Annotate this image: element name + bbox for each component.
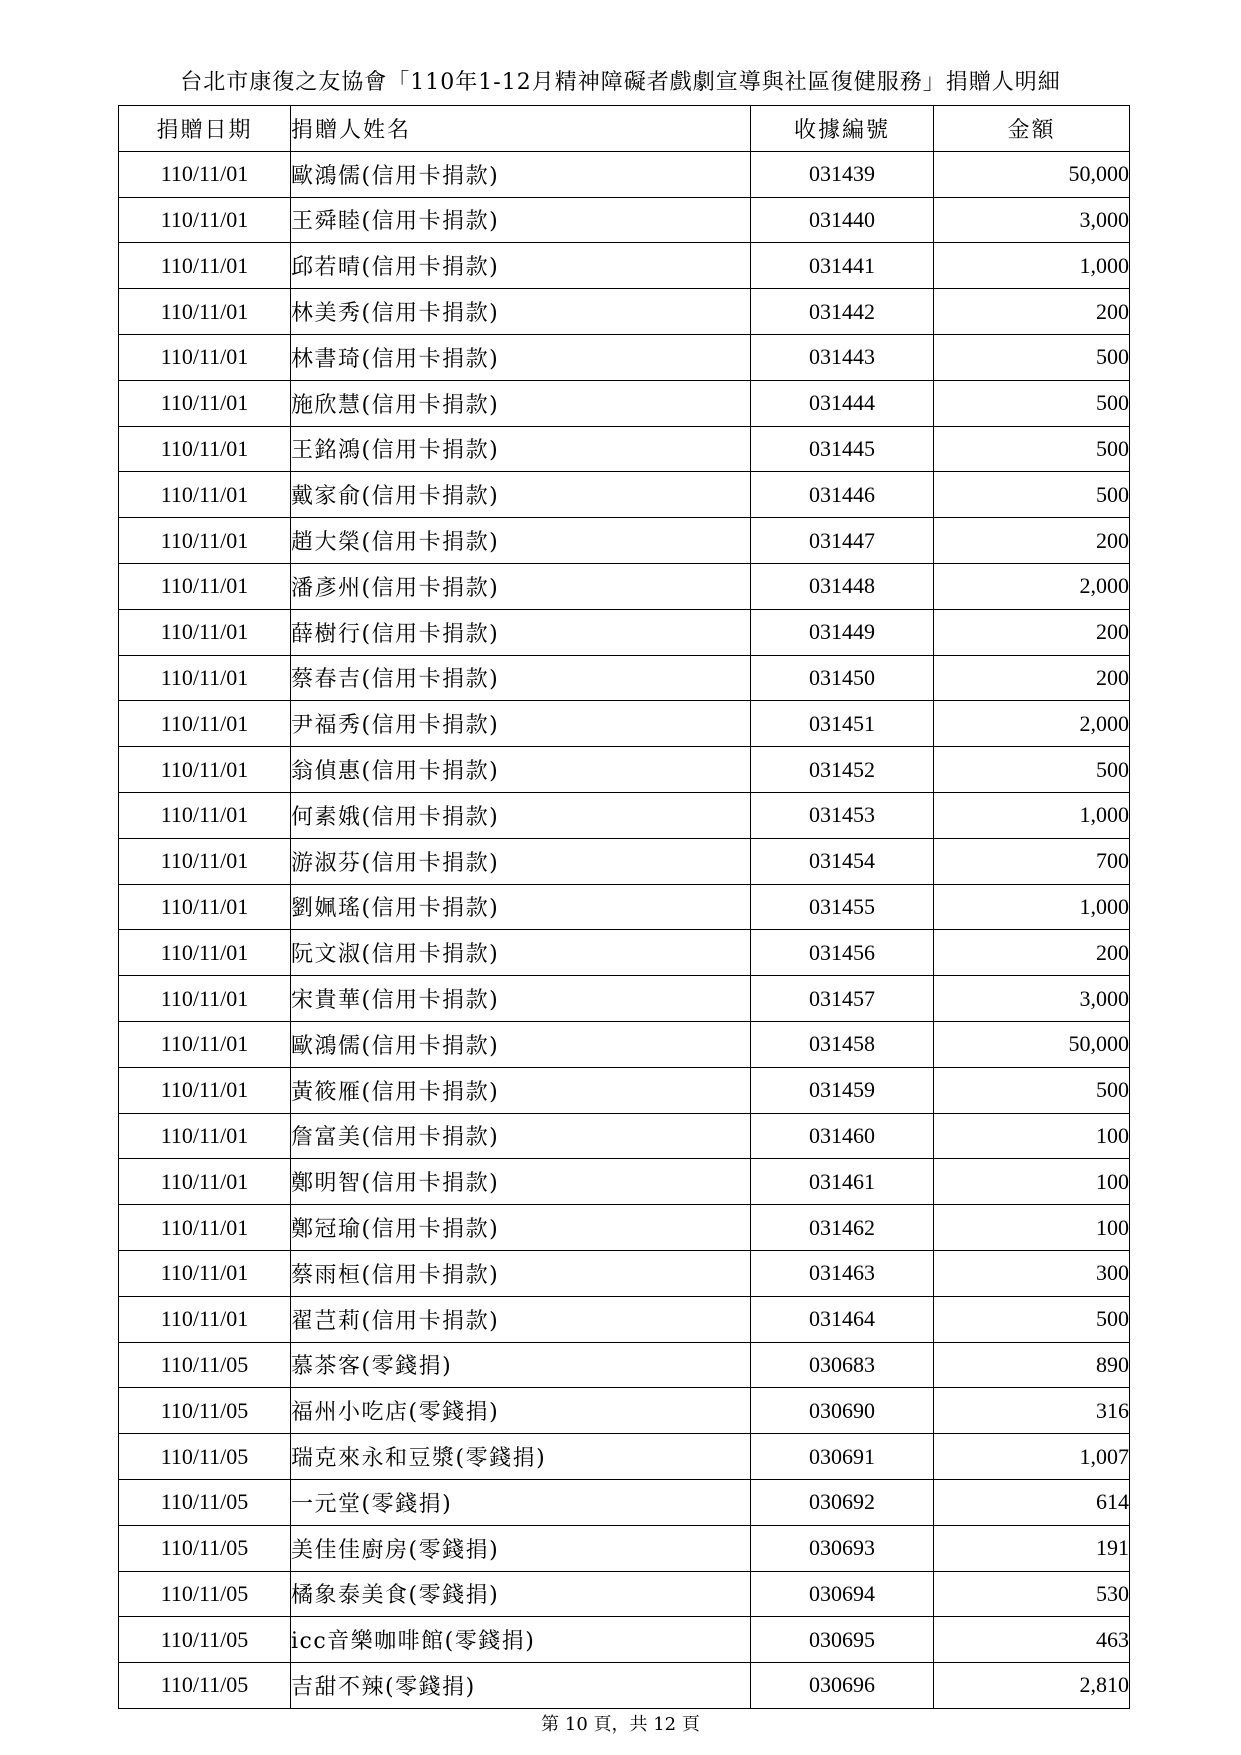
- cell-donation-date: 110/11/01: [119, 655, 291, 701]
- table-row: [119, 1388, 1130, 1434]
- cell-donation-date: 110/11/01: [119, 1113, 291, 1159]
- cell-receipt-number: 030683: [751, 1342, 934, 1388]
- table-row: [119, 1296, 1130, 1342]
- cell-donor-name: 黃筱雁(信用卡捐款): [291, 1067, 751, 1113]
- table-row: [119, 701, 1130, 747]
- cell-donation-date: 110/11/05: [119, 1525, 291, 1571]
- cell-receipt-number: 031452: [751, 747, 934, 793]
- table-row: [119, 426, 1130, 472]
- cell-receipt-number: 031445: [751, 426, 934, 472]
- cell-receipt-number: 030694: [751, 1571, 934, 1617]
- cell-receipt-number: 031461: [751, 1159, 934, 1205]
- table-row: [119, 1479, 1130, 1525]
- cell-donor-name: 邱若晴(信用卡捐款): [291, 243, 751, 289]
- cell-donation-date: 110/11/01: [119, 518, 291, 564]
- cell-donation-date: 110/11/05: [119, 1342, 291, 1388]
- cell-donor-name: 蔡雨桓(信用卡捐款): [291, 1250, 751, 1296]
- cell-amount: 100: [934, 1113, 1130, 1159]
- header-receipt-number: 收據編號: [751, 106, 934, 152]
- table-row: [119, 1434, 1130, 1480]
- cell-donation-date: 110/11/01: [119, 289, 291, 335]
- cell-amount: 500: [934, 1067, 1130, 1113]
- table-row: [119, 563, 1130, 609]
- cell-donor-name: 劉姵瑤(信用卡捐款): [291, 884, 751, 930]
- cell-amount: 500: [934, 426, 1130, 472]
- cell-donor-name: 潘彥州(信用卡捐款): [291, 563, 751, 609]
- table-row: [119, 655, 1130, 701]
- cell-amount: 200: [934, 609, 1130, 655]
- cell-donation-date: 110/11/05: [119, 1571, 291, 1617]
- cell-donor-name: 蔡春吉(信用卡捐款): [291, 655, 751, 701]
- table-row: [119, 1113, 1130, 1159]
- cell-receipt-number: 031451: [751, 701, 934, 747]
- cell-amount: 3,000: [934, 197, 1130, 243]
- cell-receipt-number: 031444: [751, 380, 934, 426]
- cell-receipt-number: 030695: [751, 1617, 934, 1663]
- cell-donor-name: 美佳佳廚房(零錢捐): [291, 1525, 751, 1571]
- table-row: [119, 289, 1130, 335]
- cell-amount: 50,000: [934, 1021, 1130, 1067]
- cell-donation-date: 110/11/01: [119, 243, 291, 289]
- cell-receipt-number: 031453: [751, 792, 934, 838]
- table-row: [119, 151, 1130, 197]
- page-title: 台北市康復之友協會「110年1-12月精神障礙者戲劇宣導與社區復健服務」捐贈人明細: [180, 70, 1061, 95]
- cell-amount: 1,000: [934, 884, 1130, 930]
- cell-amount: 500: [934, 1296, 1130, 1342]
- cell-donor-name: 歐鴻儒(信用卡捐款): [291, 1021, 751, 1067]
- cell-donor-name: 福州小吃店(零錢捐): [291, 1388, 751, 1434]
- cell-donation-date: 110/11/05: [119, 1617, 291, 1663]
- cell-donation-date: 110/11/01: [119, 1250, 291, 1296]
- cell-donation-date: 110/11/01: [119, 563, 291, 609]
- table-row: [119, 518, 1130, 564]
- cell-donor-name: 林書琦(信用卡捐款): [291, 334, 751, 380]
- table-row: [119, 838, 1130, 884]
- cell-amount: 500: [934, 334, 1130, 380]
- table-row: [119, 334, 1130, 380]
- cell-amount: 200: [934, 930, 1130, 976]
- cell-donor-name: 鄭冠瑜(信用卡捐款): [291, 1205, 751, 1251]
- cell-donation-date: 110/11/05: [119, 1434, 291, 1480]
- cell-amount: 614: [934, 1479, 1130, 1525]
- cell-receipt-number: 031450: [751, 655, 934, 701]
- cell-donor-name: icc音樂咖啡館(零錢捐): [291, 1617, 751, 1663]
- cell-donation-date: 110/11/01: [119, 1067, 291, 1113]
- cell-receipt-number: 031455: [751, 884, 934, 930]
- table-row: [119, 1250, 1130, 1296]
- cell-donor-name: 吉甜不辣(零錢捐): [291, 1663, 751, 1709]
- cell-donor-name: 林美秀(信用卡捐款): [291, 289, 751, 335]
- cell-donor-name: 一元堂(零錢捐): [291, 1479, 751, 1525]
- cell-amount: 1,007: [934, 1434, 1130, 1480]
- cell-receipt-number: 031448: [751, 563, 934, 609]
- cell-amount: 500: [934, 747, 1130, 793]
- table-row: [119, 1159, 1130, 1205]
- cell-receipt-number: 031441: [751, 243, 934, 289]
- cell-amount: 2,000: [934, 563, 1130, 609]
- cell-donor-name: 詹富美(信用卡捐款): [291, 1113, 751, 1159]
- table-row: [119, 976, 1130, 1022]
- cell-receipt-number: 031463: [751, 1250, 934, 1296]
- cell-receipt-number: 030692: [751, 1479, 934, 1525]
- cell-donor-name: 橘象泰美食(零錢捐): [291, 1571, 751, 1617]
- cell-receipt-number: 031449: [751, 609, 934, 655]
- page-footer: 第 10 頁，共 12 頁: [541, 1714, 700, 1735]
- cell-donor-name: 薛樹行(信用卡捐款): [291, 609, 751, 655]
- cell-amount: 500: [934, 472, 1130, 518]
- cell-receipt-number: 031447: [751, 518, 934, 564]
- cell-amount: 1,000: [934, 792, 1130, 838]
- cell-amount: 100: [934, 1159, 1130, 1205]
- cell-receipt-number: 031439: [751, 151, 934, 197]
- cell-amount: 100: [934, 1205, 1130, 1251]
- table-row: [119, 1205, 1130, 1251]
- cell-donation-date: 110/11/01: [119, 151, 291, 197]
- cell-receipt-number: 031457: [751, 976, 934, 1022]
- cell-amount: 2,810: [934, 1663, 1130, 1709]
- cell-amount: 530: [934, 1571, 1130, 1617]
- cell-donor-name: 戴家俞(信用卡捐款): [291, 472, 751, 518]
- cell-donation-date: 110/11/01: [119, 334, 291, 380]
- cell-amount: 316: [934, 1388, 1130, 1434]
- table-row: [119, 930, 1130, 976]
- cell-donor-name: 游淑芬(信用卡捐款): [291, 838, 751, 884]
- table-row: [119, 380, 1130, 426]
- donor-table: [118, 105, 1130, 1709]
- cell-receipt-number: 031460: [751, 1113, 934, 1159]
- table-row: [119, 1342, 1130, 1388]
- cell-receipt-number: 031443: [751, 334, 934, 380]
- cell-donation-date: 110/11/01: [119, 472, 291, 518]
- table-row: [119, 609, 1130, 655]
- cell-receipt-number: 031446: [751, 472, 934, 518]
- table-row: [119, 884, 1130, 930]
- cell-donation-date: 110/11/01: [119, 838, 291, 884]
- cell-donor-name: 瑞克來永和豆漿(零錢捐): [291, 1434, 751, 1480]
- cell-amount: 500: [934, 380, 1130, 426]
- cell-receipt-number: 031456: [751, 930, 934, 976]
- cell-amount: 700: [934, 838, 1130, 884]
- cell-amount: 300: [934, 1250, 1130, 1296]
- cell-donor-name: 何素娥(信用卡捐款): [291, 792, 751, 838]
- cell-amount: 50,000: [934, 151, 1130, 197]
- cell-receipt-number: 031442: [751, 289, 934, 335]
- table-row: [119, 1571, 1130, 1617]
- cell-amount: 890: [934, 1342, 1130, 1388]
- cell-donor-name: 翟芑莉(信用卡捐款): [291, 1296, 751, 1342]
- cell-donor-name: 慕茶客(零錢捐): [291, 1342, 751, 1388]
- cell-amount: 191: [934, 1525, 1130, 1571]
- cell-receipt-number: 031462: [751, 1205, 934, 1251]
- cell-donation-date: 110/11/01: [119, 197, 291, 243]
- cell-amount: 200: [934, 655, 1130, 701]
- cell-donor-name: 趙大榮(信用卡捐款): [291, 518, 751, 564]
- cell-donor-name: 阮文淑(信用卡捐款): [291, 930, 751, 976]
- cell-donor-name: 王舜睦(信用卡捐款): [291, 197, 751, 243]
- cell-amount: 2,000: [934, 701, 1130, 747]
- table-row: [119, 747, 1130, 793]
- table-row: [119, 792, 1130, 838]
- cell-donation-date: 110/11/01: [119, 930, 291, 976]
- cell-amount: 463: [934, 1617, 1130, 1663]
- cell-amount: 200: [934, 289, 1130, 335]
- table-row: [119, 197, 1130, 243]
- cell-amount: 200: [934, 518, 1130, 564]
- cell-donation-date: 110/11/01: [119, 884, 291, 930]
- cell-receipt-number: 031458: [751, 1021, 934, 1067]
- cell-receipt-number: 030693: [751, 1525, 934, 1571]
- header-amount: 金額: [934, 106, 1130, 152]
- table-row: [119, 472, 1130, 518]
- table-row: [119, 1067, 1130, 1113]
- cell-donor-name: 鄭明智(信用卡捐款): [291, 1159, 751, 1205]
- cell-receipt-number: 031464: [751, 1296, 934, 1342]
- cell-donation-date: 110/11/01: [119, 792, 291, 838]
- cell-donation-date: 110/11/01: [119, 976, 291, 1022]
- cell-amount: 1,000: [934, 243, 1130, 289]
- cell-donation-date: 110/11/01: [119, 1021, 291, 1067]
- table-row: [119, 1021, 1130, 1067]
- cell-donation-date: 110/11/01: [119, 380, 291, 426]
- table-row: [119, 1617, 1130, 1663]
- cell-donor-name: 王銘鴻(信用卡捐款): [291, 426, 751, 472]
- cell-donor-name: 翁偵惠(信用卡捐款): [291, 747, 751, 793]
- cell-receipt-number: 031454: [751, 838, 934, 884]
- cell-donation-date: 110/11/05: [119, 1479, 291, 1525]
- cell-donation-date: 110/11/01: [119, 1205, 291, 1251]
- cell-donation-date: 110/11/05: [119, 1663, 291, 1709]
- cell-donor-name: 尹福秀(信用卡捐款): [291, 701, 751, 747]
- cell-donation-date: 110/11/05: [119, 1388, 291, 1434]
- donor-table-body: [119, 151, 1130, 1708]
- cell-donation-date: 110/11/01: [119, 1159, 291, 1205]
- header-donor-name: 捐贈人姓名: [291, 106, 751, 152]
- table-row: [119, 243, 1130, 289]
- cell-amount: 3,000: [934, 976, 1130, 1022]
- cell-donation-date: 110/11/01: [119, 1296, 291, 1342]
- cell-donation-date: 110/11/01: [119, 609, 291, 655]
- cell-donation-date: 110/11/01: [119, 701, 291, 747]
- cell-receipt-number: 031459: [751, 1067, 934, 1113]
- cell-donor-name: 宋貴華(信用卡捐款): [291, 976, 751, 1022]
- cell-receipt-number: 030696: [751, 1663, 934, 1709]
- table-row: [119, 1525, 1130, 1571]
- header-donation-date: 捐贈日期: [119, 106, 291, 152]
- cell-donation-date: 110/11/01: [119, 747, 291, 793]
- table-header-row: [119, 106, 1130, 152]
- cell-donor-name: 施欣慧(信用卡捐款): [291, 380, 751, 426]
- cell-donor-name: 歐鴻儒(信用卡捐款): [291, 151, 751, 197]
- cell-receipt-number: 030690: [751, 1388, 934, 1434]
- cell-receipt-number: 031440: [751, 197, 934, 243]
- cell-donation-date: 110/11/01: [119, 426, 291, 472]
- cell-receipt-number: 030691: [751, 1434, 934, 1480]
- table-row: [119, 1663, 1130, 1709]
